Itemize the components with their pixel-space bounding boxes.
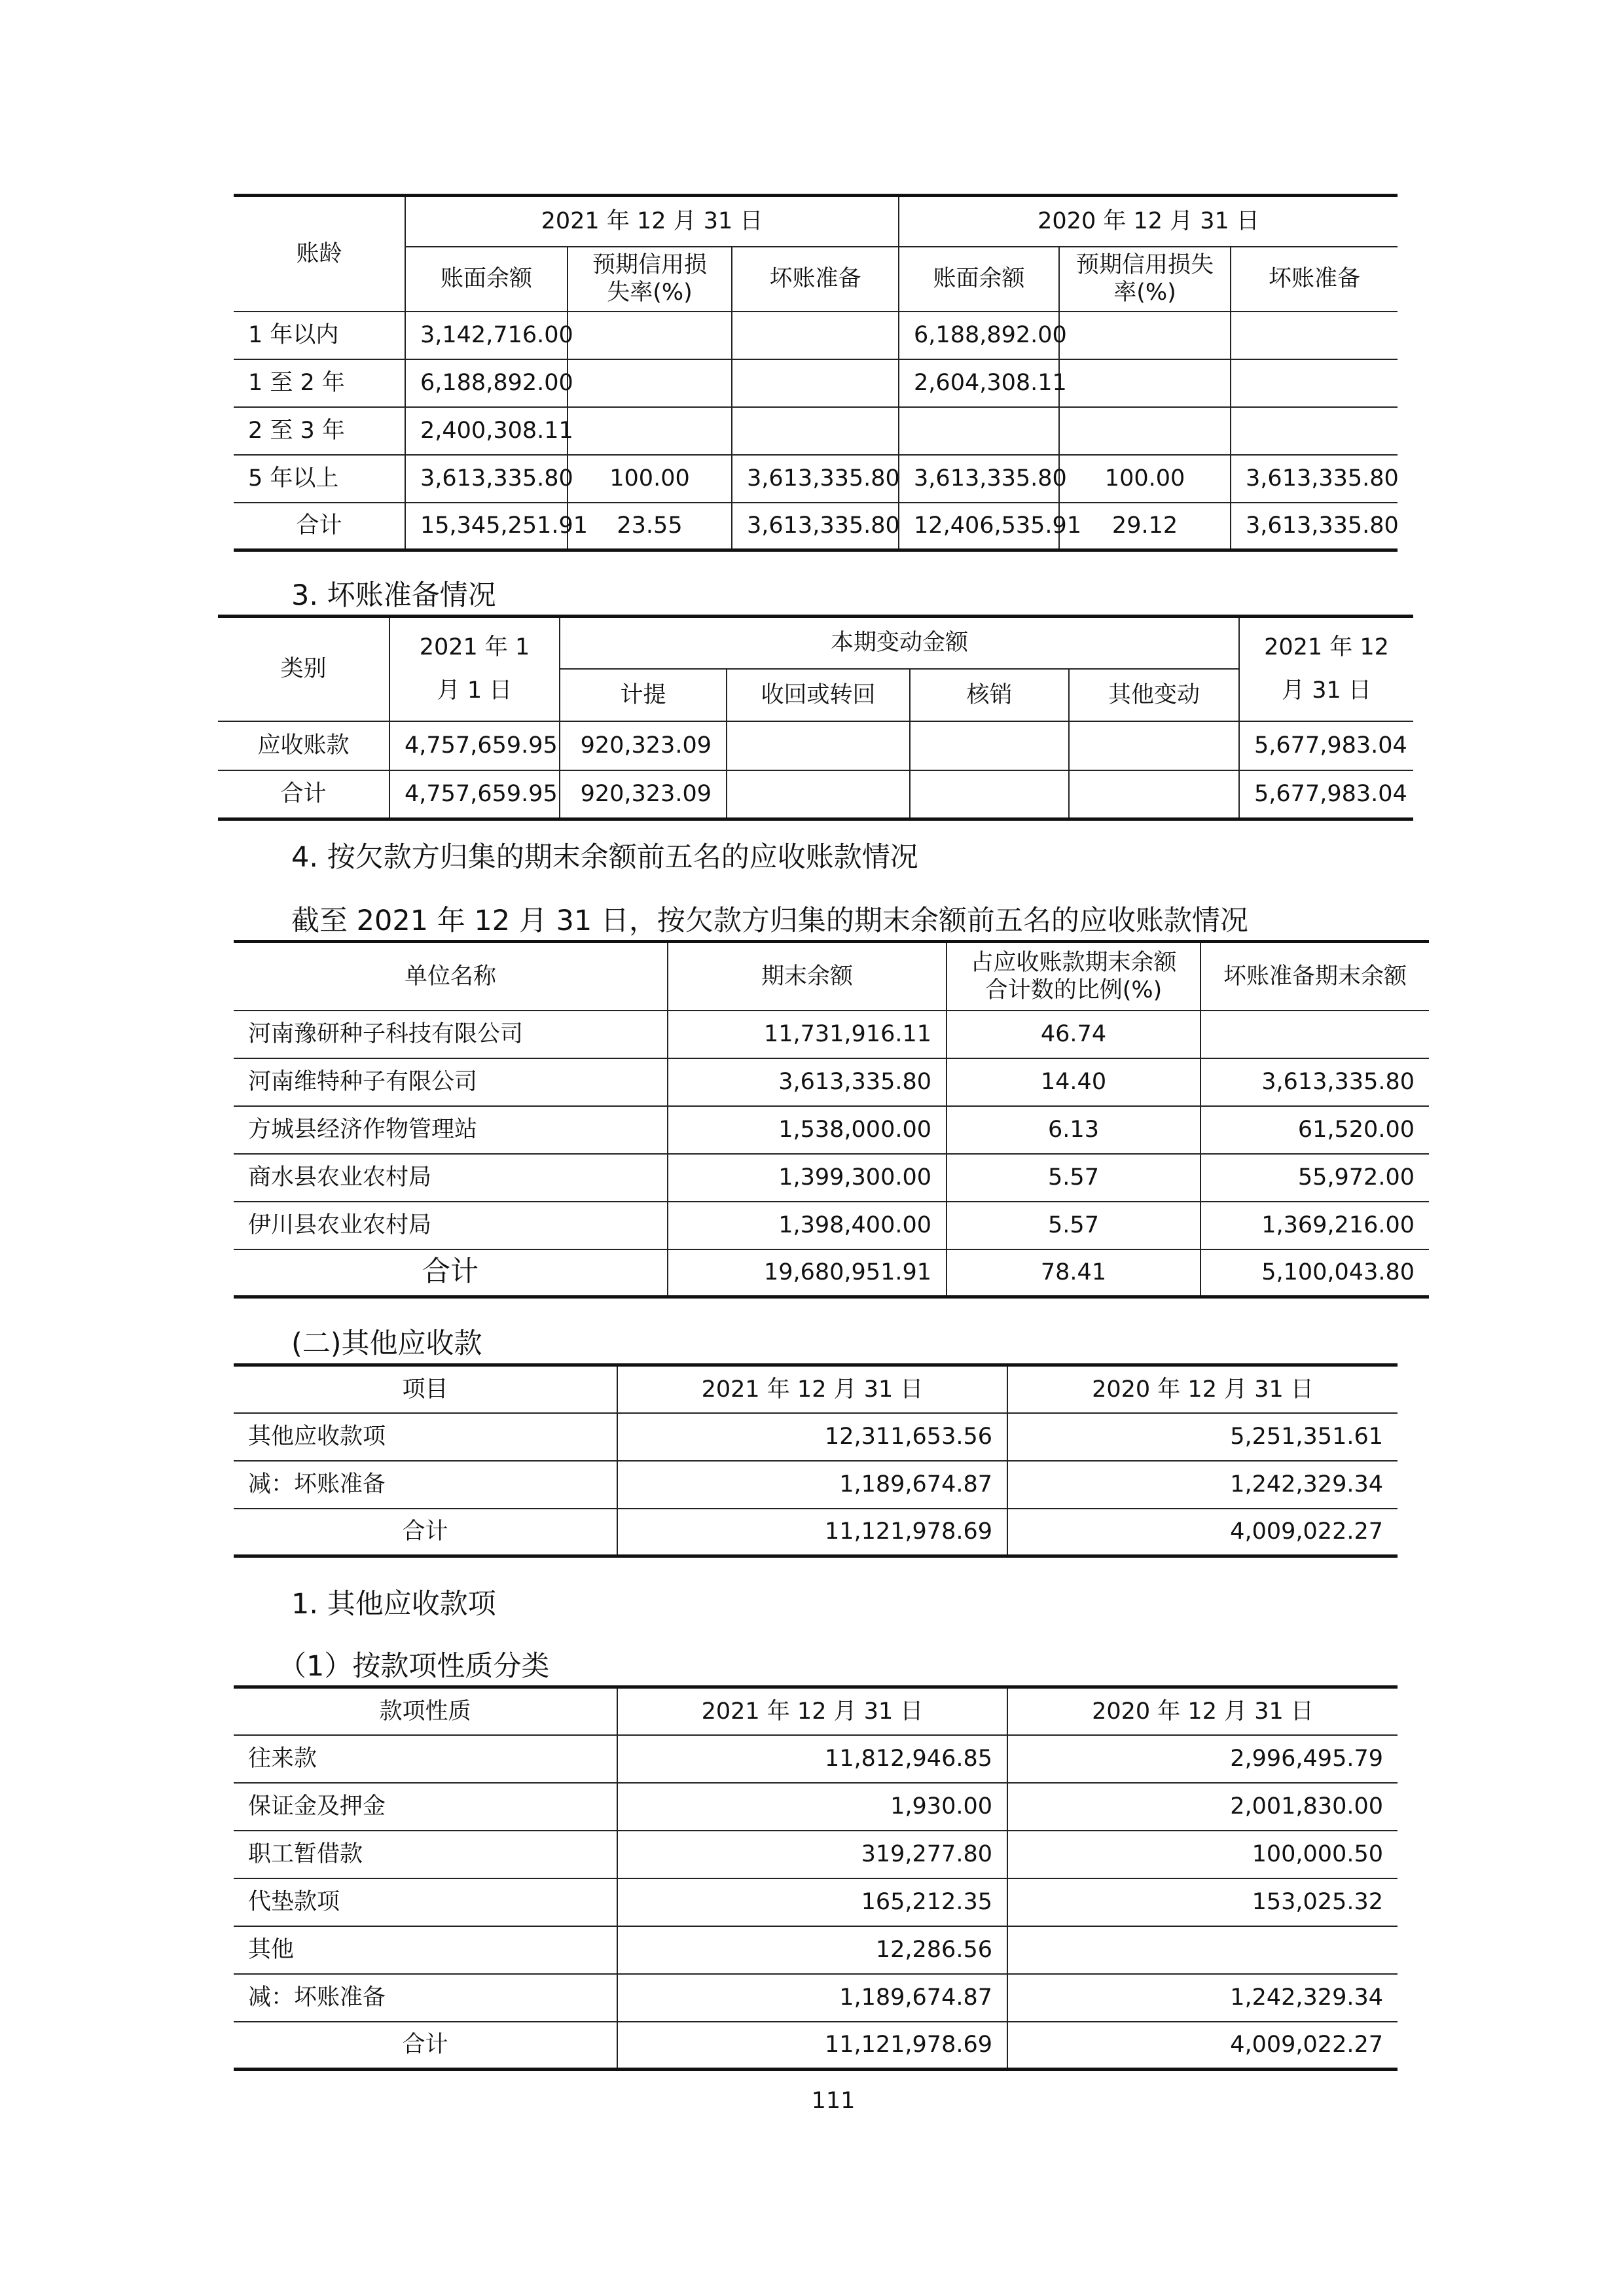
balance-cell: 11,731,916.11 xyxy=(668,1011,947,1058)
value-2020-cell: 2,996,495.79 xyxy=(1007,1735,1398,1783)
table-row xyxy=(218,721,1413,770)
value-2021-cell: 165,212.35 xyxy=(617,1878,1007,1926)
item-header: 项目 xyxy=(234,1365,617,1413)
date-2020-header: 2020 年 12 月 31 日 xyxy=(899,196,1398,247)
row-label: 应收账款 xyxy=(218,721,389,770)
recover-header: 收回或转回 xyxy=(727,669,910,721)
section-heading: 1. 其他应收款项 xyxy=(291,1588,496,1621)
value-2021-cell: 319,277.80 xyxy=(617,1831,1007,1878)
table-row xyxy=(234,1735,1398,1783)
allowance-cell: 55,972.00 xyxy=(1200,1154,1429,1202)
allowance-cell: 3,613,335.80 xyxy=(1200,1058,1429,1106)
row-label: 其他 xyxy=(234,1926,617,1974)
other-cell xyxy=(1069,770,1239,819)
allowance-cell xyxy=(1200,1011,1429,1058)
allowance-cell xyxy=(1231,312,1398,359)
balance-cell: 3,613,335.80 xyxy=(668,1058,947,1106)
total-row xyxy=(234,1509,1398,1556)
balance-cell: 12,406,535.91 xyxy=(899,503,1059,550)
bad-debt-movement-table xyxy=(218,615,1413,821)
row-label: 1 至 2 年 xyxy=(234,359,405,407)
value-2020-cell: 100,000.50 xyxy=(1007,1831,1398,1878)
balance-cell: 1,398,400.00 xyxy=(668,1202,947,1249)
table-row xyxy=(234,1058,1429,1106)
table-row xyxy=(234,1831,1398,1878)
date-2021-header: 2021 年 12 月 31 日 xyxy=(617,1365,1007,1413)
balance-header: 账面余额 xyxy=(899,247,1059,312)
writeoff-cell xyxy=(910,721,1069,770)
rate-cell xyxy=(568,359,732,407)
table-row xyxy=(234,1461,1398,1509)
table-row xyxy=(234,1878,1398,1926)
balance-cell: 1,538,000.00 xyxy=(668,1106,947,1154)
row-label: 职工暂借款 xyxy=(234,1831,617,1878)
table-row xyxy=(234,1202,1429,1249)
value-2020-cell xyxy=(1007,1926,1398,1974)
allowance-cell: 3,613,335.80 xyxy=(732,455,899,503)
allowance-cell xyxy=(732,359,899,407)
table-row xyxy=(234,1783,1398,1831)
accrue-header: 计提 xyxy=(560,669,727,721)
rate-cell xyxy=(568,312,732,359)
section-subheading: （1）按款项性质分类 xyxy=(278,1650,550,1683)
other-receivables-table xyxy=(234,1363,1398,1558)
value-2020-cell: 4,009,022.27 xyxy=(1007,2022,1398,2070)
section-heading: (二)其他应收款 xyxy=(291,1327,482,1360)
value-2020-cell: 2,001,830.00 xyxy=(1007,1783,1398,1831)
balance-cell: 2,604,308.11 xyxy=(899,359,1059,407)
table-row xyxy=(234,359,1398,407)
ratio-cell: 5.57 xyxy=(947,1154,1200,1202)
value-2021-cell: 11,121,978.69 xyxy=(617,2022,1007,2070)
ratio-cell: 14.40 xyxy=(947,1058,1200,1106)
recover-cell xyxy=(727,721,910,770)
allowance-cell: 1,369,216.00 xyxy=(1200,1202,1429,1249)
table-row xyxy=(234,455,1398,503)
row-label: 合计 xyxy=(218,770,389,819)
row-label: 1 年以内 xyxy=(234,312,405,359)
table-row xyxy=(234,1974,1398,2022)
total-row xyxy=(234,2022,1398,2070)
end-cell: 5,677,983.04 xyxy=(1239,770,1413,819)
start-cell: 4,757,659.95 xyxy=(389,721,560,770)
ratio-cell: 46.74 xyxy=(947,1011,1200,1058)
other-change-header: 其他变动 xyxy=(1069,669,1239,721)
value-2021-cell: 1,930.00 xyxy=(617,1783,1007,1831)
aging-header: 账龄 xyxy=(234,196,405,312)
writeoff-header: 核销 xyxy=(910,669,1069,721)
balance-cell: 3,613,335.80 xyxy=(899,455,1059,503)
date-2020-header: 2020 年 12 月 31 日 xyxy=(1007,1687,1398,1735)
row-label: 2 至 3 年 xyxy=(234,407,405,455)
balance-cell: 1,399,300.00 xyxy=(668,1154,947,1202)
date-2021-header: 2021 年 12 月 31 日 xyxy=(617,1687,1007,1735)
ratio-cell: 5.57 xyxy=(947,1202,1200,1249)
ratio-header: 占应收账款期末余额合计数的比例(%) xyxy=(947,942,1200,1011)
recover-cell xyxy=(727,770,910,819)
page-number: 111 xyxy=(811,2088,856,2114)
rate-header: 预期信用损失率(%) xyxy=(1059,247,1231,312)
row-label: 方城县经济作物管理站 xyxy=(234,1106,668,1154)
rate-cell xyxy=(1059,407,1231,455)
allowance-header: 坏账准备 xyxy=(732,247,899,312)
rate-cell xyxy=(568,407,732,455)
row-label: 5 年以上 xyxy=(234,455,405,503)
balance-cell: 3,142,716.00 xyxy=(405,312,568,359)
balance-header: 账面余额 xyxy=(405,247,568,312)
nature-header: 款项性质 xyxy=(234,1687,617,1735)
total-row xyxy=(218,770,1413,819)
balance-cell: 19,680,951.91 xyxy=(668,1249,947,1297)
row-label: 减：坏账准备 xyxy=(234,1461,617,1509)
receivables-by-nature-table xyxy=(234,1685,1398,2071)
table-row xyxy=(234,312,1398,359)
value-2020-cell: 1,242,329.34 xyxy=(1007,1461,1398,1509)
value-2021-cell: 12,311,653.56 xyxy=(617,1413,1007,1461)
row-label: 河南维特种子有限公司 xyxy=(234,1058,668,1106)
allowance-cell: 5,100,043.80 xyxy=(1200,1249,1429,1297)
accrue-cell: 920,323.09 xyxy=(560,721,727,770)
allowance-cell xyxy=(1231,359,1398,407)
table-row xyxy=(234,1926,1398,1974)
rate-cell xyxy=(1059,359,1231,407)
total-row xyxy=(234,503,1398,550)
start-date-header: 2021 年 1 月 1 日 xyxy=(389,617,560,721)
row-label: 合计 xyxy=(234,1249,668,1297)
allowance-cell xyxy=(732,407,899,455)
balance-cell: 6,188,892.00 xyxy=(899,312,1059,359)
rate-header: 预期信用损失率(%) xyxy=(568,247,732,312)
rate-cell: 100.00 xyxy=(568,455,732,503)
category-header: 类别 xyxy=(218,617,389,721)
balance-cell: 3,613,335.80 xyxy=(405,455,568,503)
value-2021-cell: 1,189,674.87 xyxy=(617,1461,1007,1509)
row-label: 河南豫研种子科技有限公司 xyxy=(234,1011,668,1058)
change-amount-header: 本期变动金额 xyxy=(560,617,1239,669)
top-five-receivables-table xyxy=(234,940,1429,1299)
date-2020-header: 2020 年 12 月 31 日 xyxy=(1007,1365,1398,1413)
value-2021-cell: 12,286.56 xyxy=(617,1926,1007,1974)
row-label: 合计 xyxy=(234,503,405,550)
balance-header: 期末余额 xyxy=(668,942,947,1011)
allowance-cell: 61,520.00 xyxy=(1200,1106,1429,1154)
ratio-cell: 78.41 xyxy=(947,1249,1200,1297)
value-2021-cell: 1,189,674.87 xyxy=(617,1974,1007,2022)
end-cell: 5,677,983.04 xyxy=(1239,721,1413,770)
other-cell xyxy=(1069,721,1239,770)
section-heading: 4. 按欠款方归集的期末余额前五名的应收账款情况 xyxy=(291,841,918,874)
allowance-cell xyxy=(732,312,899,359)
balance-cell: 15,345,251.91 xyxy=(405,503,568,550)
date-2021-header: 2021 年 12 月 31 日 xyxy=(405,196,899,247)
total-row xyxy=(234,1249,1429,1297)
value-2020-cell: 1,242,329.34 xyxy=(1007,1974,1398,2022)
writeoff-cell xyxy=(910,770,1069,819)
accrue-cell: 920,323.09 xyxy=(560,770,727,819)
ratio-cell: 6.13 xyxy=(947,1106,1200,1154)
value-2020-cell: 5,251,351.61 xyxy=(1007,1413,1398,1461)
start-cell: 4,757,659.95 xyxy=(389,770,560,819)
row-label: 伊川县农业农村局 xyxy=(234,1202,668,1249)
row-label: 其他应收款项 xyxy=(234,1413,617,1461)
value-2021-cell: 11,121,978.69 xyxy=(617,1509,1007,1556)
allowance-cell xyxy=(1231,407,1398,455)
rate-cell xyxy=(1059,312,1231,359)
section-heading: 3. 坏账准备情况 xyxy=(291,579,496,612)
balance-cell: 2,400,308.11 xyxy=(405,407,568,455)
table-row xyxy=(234,1154,1429,1202)
allowance-cell: 3,613,335.80 xyxy=(732,503,899,550)
row-label: 合计 xyxy=(234,2022,617,2070)
row-label: 合计 xyxy=(234,1509,617,1556)
table-row xyxy=(234,1413,1398,1461)
allowance-cell: 3,613,335.80 xyxy=(1231,503,1398,550)
row-label: 减：坏账准备 xyxy=(234,1974,617,2022)
table-row xyxy=(234,407,1398,455)
table-row xyxy=(234,1106,1429,1154)
rate-cell: 29.12 xyxy=(1059,503,1231,550)
value-2020-cell: 153,025.32 xyxy=(1007,1878,1398,1926)
unit-name-header: 单位名称 xyxy=(234,942,668,1011)
allowance-header: 坏账准备 xyxy=(1231,247,1398,312)
row-label: 商水县农业农村局 xyxy=(234,1154,668,1202)
allowance-cell: 3,613,335.80 xyxy=(1231,455,1398,503)
rate-cell: 23.55 xyxy=(568,503,732,550)
row-label: 保证金及押金 xyxy=(234,1783,617,1831)
balance-cell: 6,188,892.00 xyxy=(405,359,568,407)
aging-table xyxy=(234,194,1398,552)
table-row xyxy=(234,1011,1429,1058)
row-label: 代垫款项 xyxy=(234,1878,617,1926)
end-date-header: 2021 年 12 月 31 日 xyxy=(1239,617,1413,721)
rate-cell: 100.00 xyxy=(1059,455,1231,503)
value-2020-cell: 4,009,022.27 xyxy=(1007,1509,1398,1556)
value-2021-cell: 11,812,946.85 xyxy=(617,1735,1007,1783)
balance-cell xyxy=(899,407,1059,455)
allowance-header: 坏账准备期末余额 xyxy=(1200,942,1429,1011)
row-label: 往来款 xyxy=(234,1735,617,1783)
section-subheading: 截至 2021 年 12 月 31 日，按欠款方归集的期末余额前五名的应收账款情况 xyxy=(291,905,1248,937)
